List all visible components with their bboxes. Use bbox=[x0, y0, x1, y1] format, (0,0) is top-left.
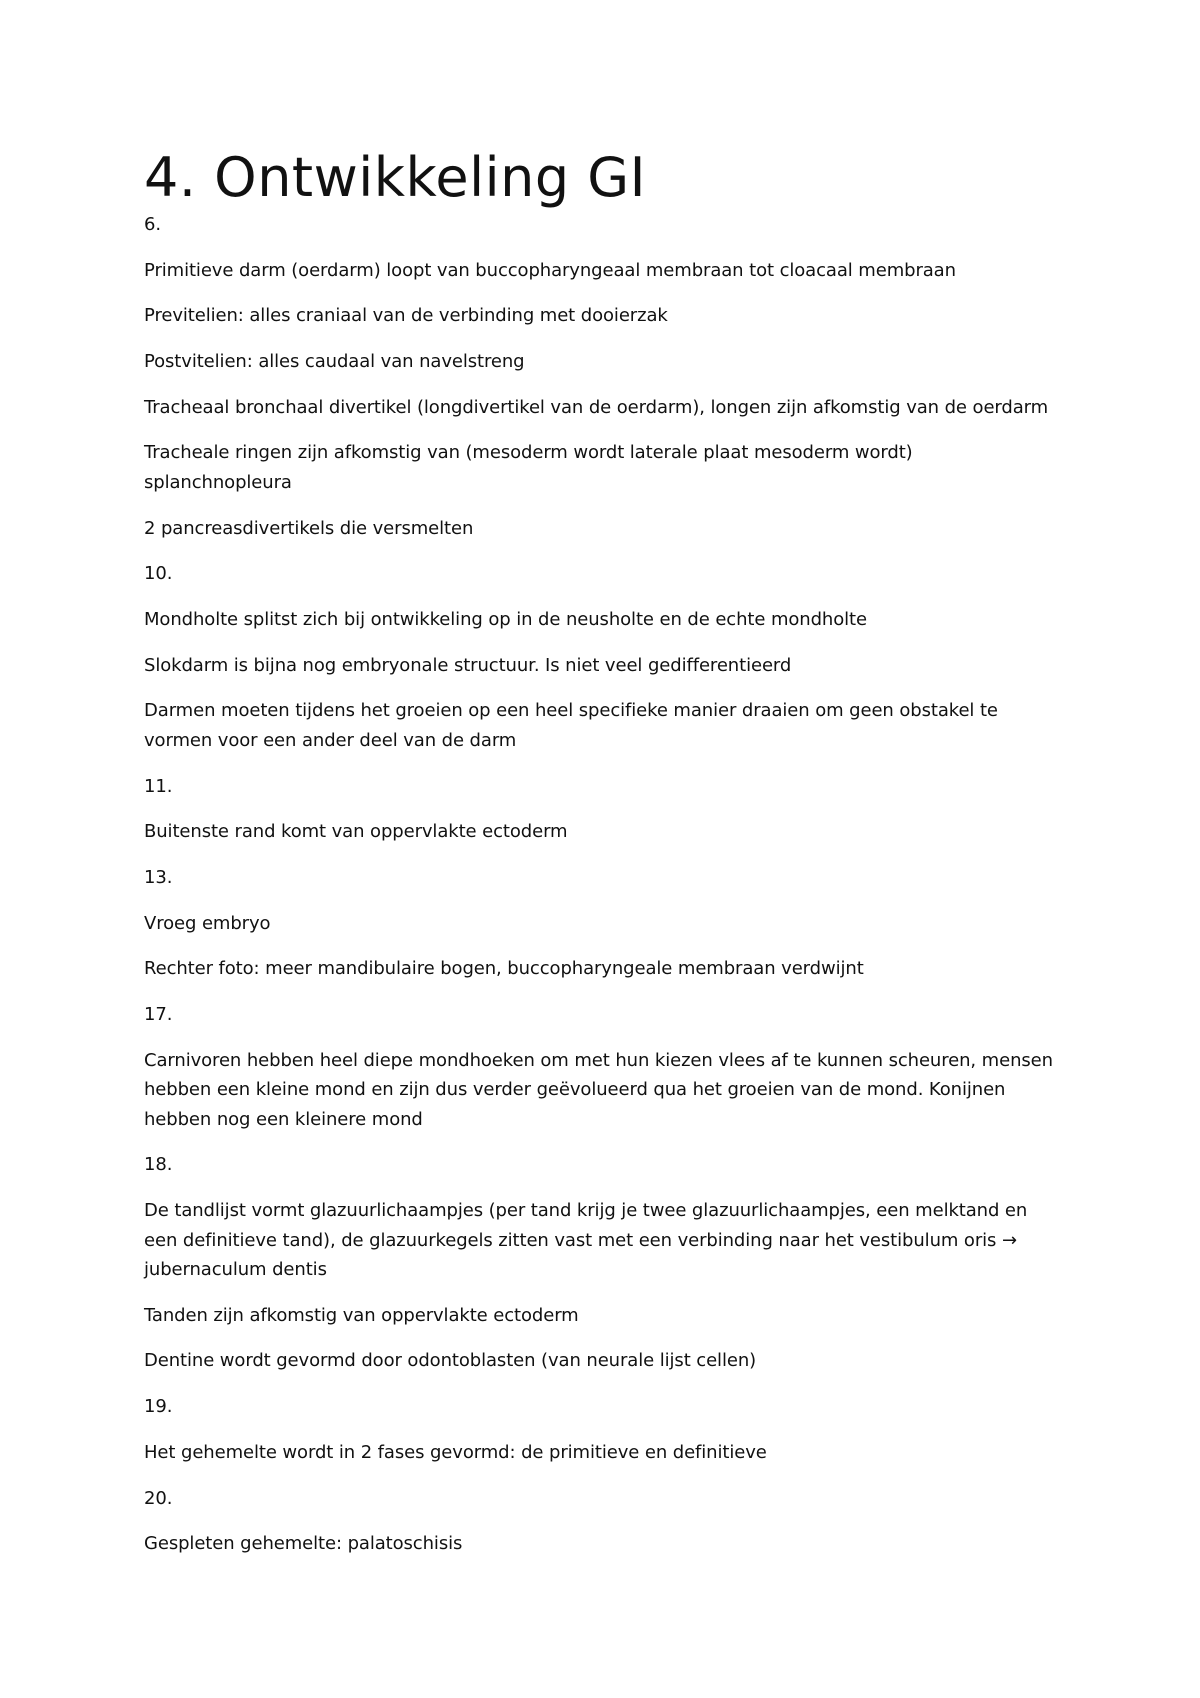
paragraph: 2 pancreasdivertikels die versmelten bbox=[144, 517, 474, 539]
paragraph: Primitieve darm (oerdarm) loopt van buccopharyngeaal membraan tot cloacaal membraan bbox=[144, 259, 956, 281]
paragraph: Gespleten gehemelte: palatoschisis bbox=[144, 1533, 463, 1555]
paragraph: Tracheaal bronchaal divertikel (longdivertikel van de oerdarm), longen zijn afkomstig van de oerdarm bbox=[144, 396, 1049, 418]
paragraph: Previtelien: alles craniaal van de verbinding met dooierzak bbox=[144, 305, 668, 327]
paragraph: Darmen moeten tijdens het groeien op een heel specifieke manier draaien om geen obstakel te vormen voor een ander deel van de darm bbox=[144, 700, 998, 751]
section-number: 18. bbox=[144, 1154, 173, 1176]
section-number: 6. bbox=[144, 214, 161, 235]
paragraph: Carnivoren hebben heel diepe mondhoeken om met hun kiezen vlees af te kunnen scheuren, mensen hebben een kleine mond en zijn dus verder geëvolueerd qua het groeien van de mond. Konijnen hebben nog een kleinere mond bbox=[144, 1049, 1053, 1130]
paragraph: Tanden zijn afkomstig van oppervlakte ectoderm bbox=[144, 1304, 579, 1326]
paragraph: Buitenste rand komt van oppervlakte ectoderm bbox=[144, 821, 568, 843]
section-number: 10. bbox=[144, 563, 173, 585]
section-number: 20. bbox=[144, 1487, 173, 1509]
paragraph: Postvitelien: alles caudaal van navelstreng bbox=[144, 351, 525, 373]
paragraph: Slokdarm is bijna nog embryonale structuur. Is niet veel gedifferentieerd bbox=[144, 654, 792, 676]
paragraph-with-arrow bbox=[144, 1196, 1064, 1285]
section-number: 17. bbox=[144, 1004, 173, 1025]
paragraph: Dentine wordt gevormd door odontoblasten (van neurale lijst cellen) bbox=[144, 1350, 757, 1372]
paragraph: Vroeg embryo bbox=[144, 912, 271, 934]
document-body bbox=[144, 210, 1064, 1559]
paragraph: Het gehemelte wordt in 2 fases gevormd: de primitieve en definitieve bbox=[144, 1441, 767, 1463]
paragraph: Rechter foto: meer mandibulaire bogen, buccopharyngeale membraan verdwijnt bbox=[144, 958, 864, 980]
section-number: 11. bbox=[144, 775, 173, 797]
paragraph-continuation: jubernaculum dentis bbox=[144, 1259, 327, 1281]
paragraph-text: De tandlijst vormt glazuurlichaampjes (per tand krijg je twee glazuurlichaampjes, een melktand en een definitieve tand), de glazuurkegels zitten vast met een verbinding naar het vestibulum oris → bbox=[144, 1200, 1028, 1251]
section-number: 19. bbox=[144, 1396, 173, 1418]
paragraph: Mondholte splitst zich bij ontwikkeling op in de neusholte en de echte mondholte bbox=[144, 609, 867, 630]
section-number: 13. bbox=[144, 866, 173, 888]
paragraph: Tracheale ringen zijn afkomstig van (mesoderm wordt laterale plaat mesoderm wordt) splanchnopleura bbox=[144, 442, 913, 493]
document-title: 4. Ontwikkeling GI bbox=[144, 146, 647, 209]
